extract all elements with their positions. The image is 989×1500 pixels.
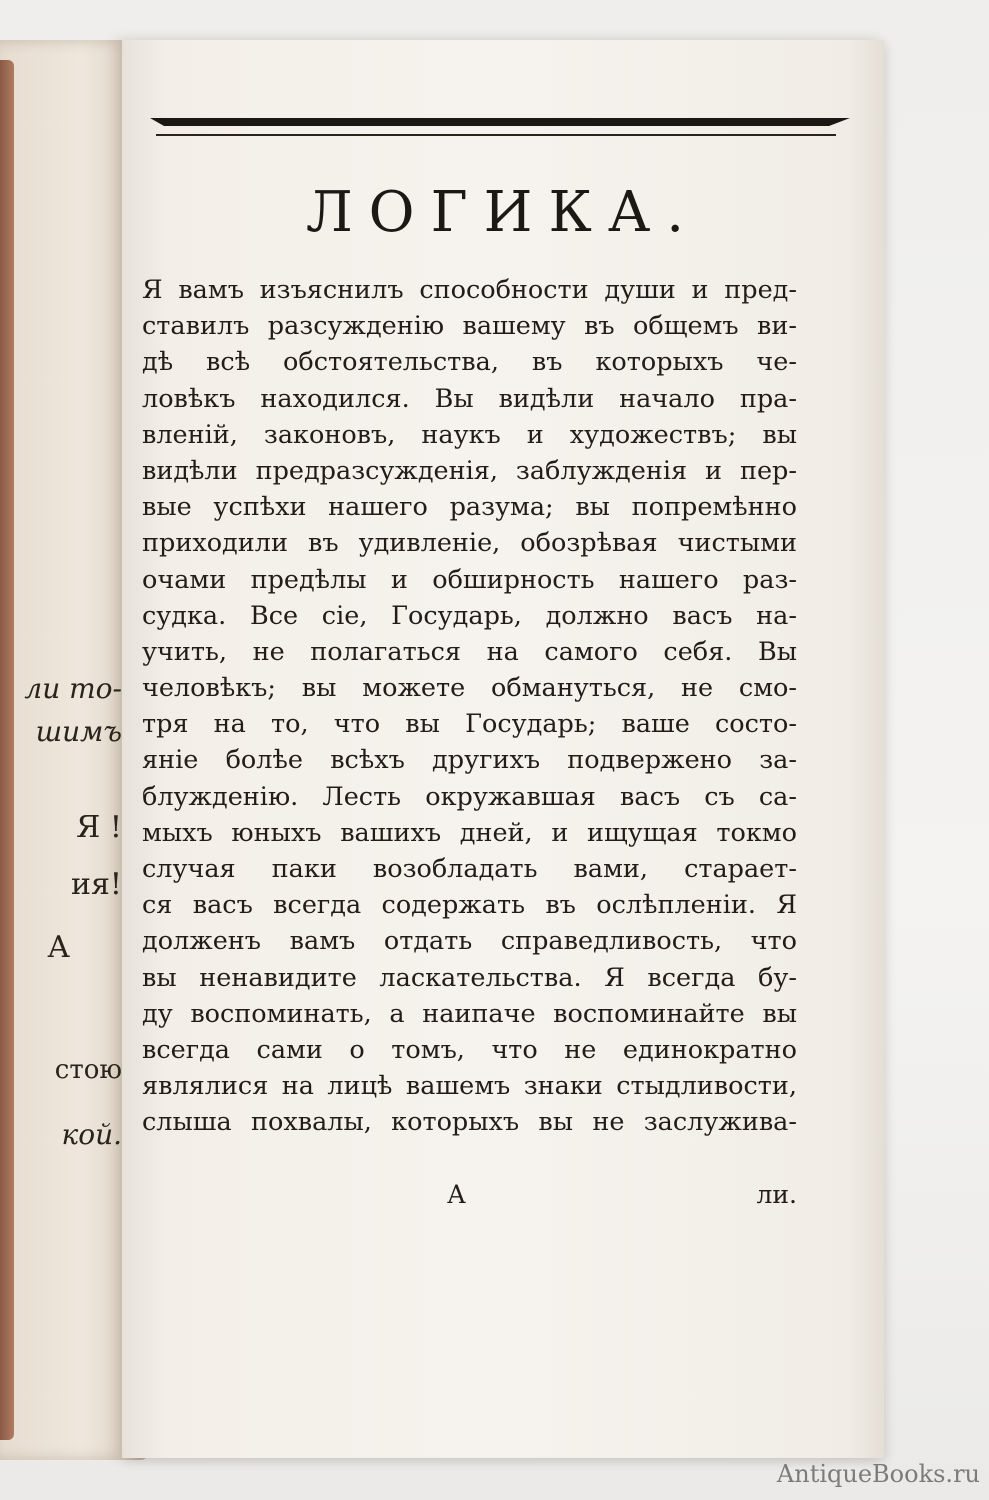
text-line: приходили въ удивленіе, обозрѣвая чистыми <box>142 528 797 559</box>
text-line: мыхъ юныхъ вашихъ дней, и ищущая токмо <box>142 817 797 848</box>
text-line: ставилъ разсужденію вашему въ общемъ ви- <box>142 311 797 342</box>
text-line: человѣкъ; вы можете обмануться, не смо- <box>142 673 797 704</box>
text-line: случая паки возобладать вами, старает- <box>142 854 797 884</box>
text-line: очами предѣлы и обширность нашего раз- <box>142 564 797 595</box>
left-page-fragment: Я ! <box>76 810 122 845</box>
text-line: яніе болѣе всѣхъ другихъ подвержено за- <box>142 745 797 776</box>
text-line: слыша похвалы, которыхъ вы не заслужива- <box>142 1107 797 1138</box>
text-line: учить, не полагаться на самого себя. Вы <box>142 636 797 667</box>
left-page-fragment: ия! <box>71 867 122 902</box>
text-line: тря на то, что вы Государь; ваше состо- <box>142 709 797 740</box>
header-rule-thick <box>150 118 850 126</box>
text-line: всегда сами о томъ, что не единократно <box>142 1034 797 1065</box>
right-page <box>122 40 884 1458</box>
text-line: ду воспоминать, а наипаче воспоминайте вы <box>142 998 797 1029</box>
left-page-fragment: А <box>47 930 70 965</box>
body-text <box>142 272 797 1141</box>
watermark: AntiqueBooks.ru <box>776 1460 980 1488</box>
text-line: блужденію. Лесть окружавшая васъ съ са- <box>142 781 797 812</box>
page-footer <box>142 1180 797 1220</box>
header-rule-thin <box>156 134 836 136</box>
book-binding-edge <box>0 60 14 1440</box>
text-line: вы ненавидите ласкательства. Я всегда бу- <box>142 962 797 993</box>
signature-mark: А <box>447 1180 466 1209</box>
left-page-fragment: кой. <box>61 1118 122 1151</box>
left-page-fragment: шимъ <box>35 715 122 748</box>
text-line: Я вамъ изъяснилъ способности души и пред- <box>142 275 797 305</box>
page-title: ЛОГИКА. <box>305 180 701 245</box>
text-line: ся васъ всегда содержать въ ослѣпленіи. Я <box>142 890 797 921</box>
catchword: ли. <box>756 1180 797 1209</box>
text-line: ловѣкъ находился. Вы видѣли начало пра- <box>142 383 797 414</box>
text-line: долженъ вамъ отдать справедливость, что <box>142 926 797 957</box>
text-line: являлися на лицѣ вашемъ знаки стыдливости, <box>142 1071 797 1102</box>
text-line: вые успѣхи нашего разума; вы попремѣнно <box>142 492 797 523</box>
text-line: видѣли предразсужденія, заблужденія и пер- <box>142 455 797 486</box>
text-line: судка. Все сіе, Государь, должно васъ на- <box>142 600 797 631</box>
page-content <box>122 40 884 1458</box>
text-line: вленій, законовъ, наукъ и художествъ; вы <box>142 419 797 450</box>
left-page-fragment: ли то- <box>24 672 122 705</box>
left-page-fragment: стою <box>54 1055 122 1085</box>
text-line: дѣ всѣ обстоятельства, въ которыхъ че- <box>142 347 797 378</box>
